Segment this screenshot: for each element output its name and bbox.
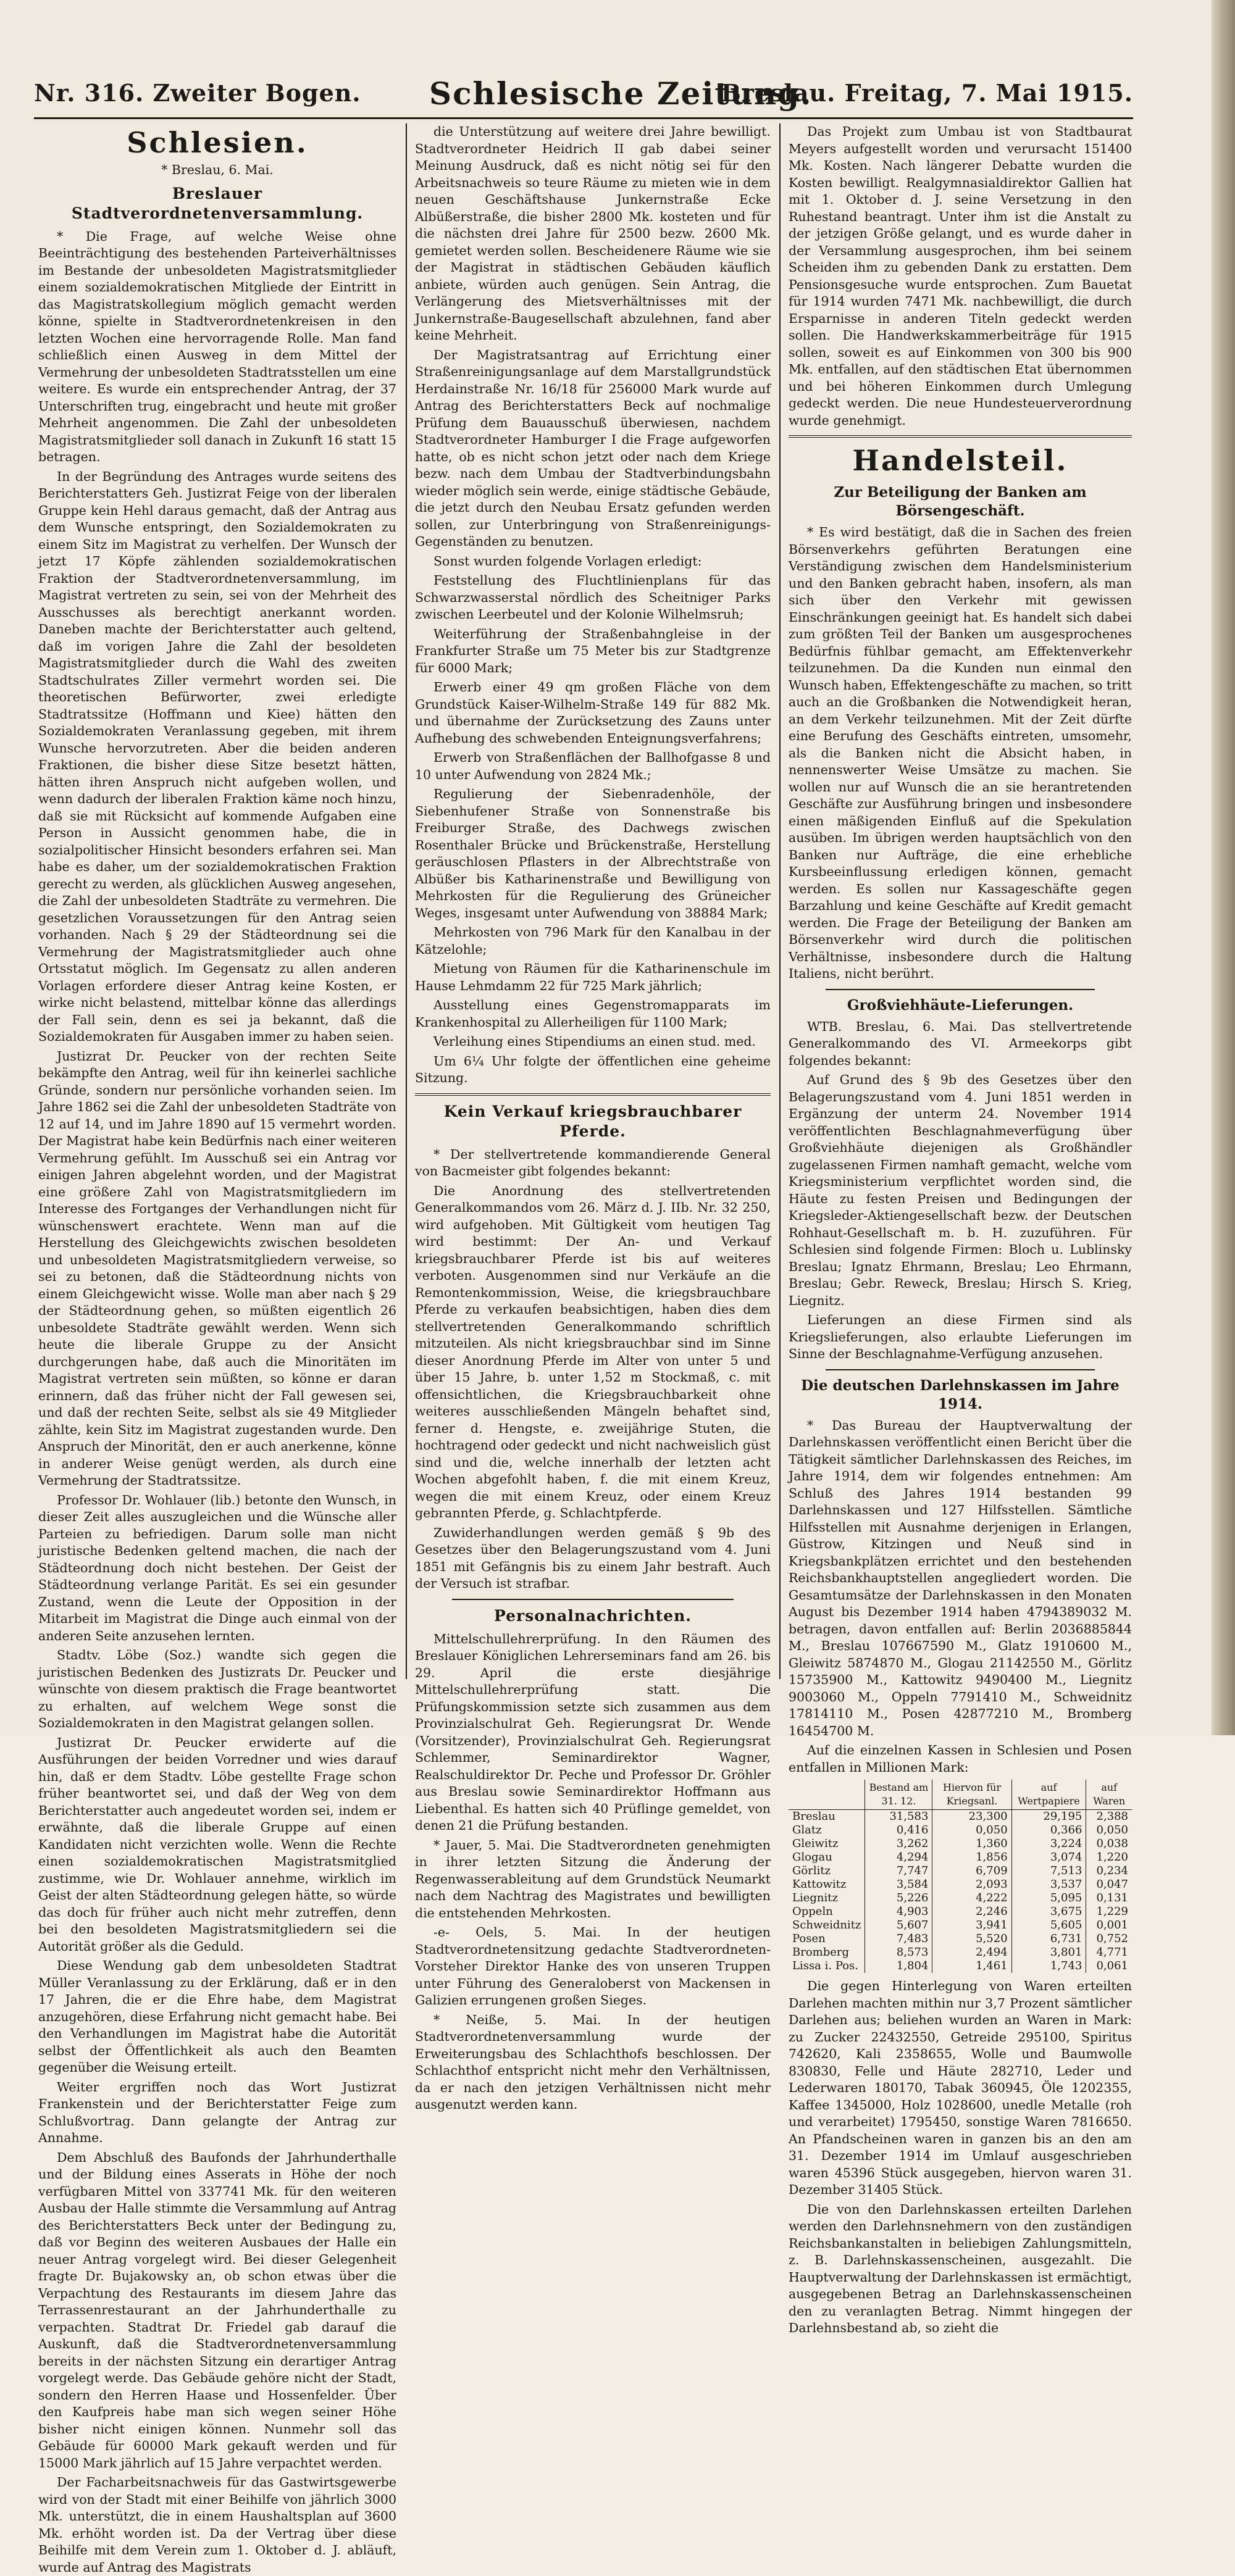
table-cell: 3,584: [865, 1878, 932, 1891]
table-header-cell: [789, 1780, 865, 1810]
table-cell: 1,743: [1011, 1959, 1086, 1973]
paragraph: Lieferungen an diese Firmen sind als Kriegslieferungen, also erlaubte Lieferungen im Sinne der Beschlagnahme-Verfügung anzusehen.: [789, 1312, 1132, 1363]
article-body: [789, 1019, 1132, 1363]
table-cell: Kattowitz: [789, 1878, 865, 1891]
table-cell: 4,903: [865, 1905, 932, 1919]
table-row: [789, 1810, 1132, 1824]
paragraph: Weiter ergriffen noch das Wort Justizrat Frankenstein und der Berichterstatter Feige zum Schlußvortrag. Dann gelangte der Antrag zur Annahme.: [38, 2079, 396, 2147]
paragraph: In der Begründung des Antrages wurde seitens des Berichterstatters Geh. Justizrat Feige von der liberalen Gruppe kein Hehl daraus gemacht, daß der Antrag aus dem Wunsche entspringt, den Sozialdemokraten zu einem Sitz im Magistrat zu verhelfen. Der Wunsch der jetzt 17 Köpfe zählenden sozialdemokratischen Fraktion der Stadtverordnetenversammlung, im Magistrat vertreten zu sein, sei von der Mehrheit des Ausschusses als berechtigt anerkannt worden. Daneben machte der Berichterstatter auch geltend, daß im vorigen Jahre die Zahl der besoldeten Magistratsmitglieder durch die Wahl des zweiten Stadtschulrates Ziller vermehrt worden sei. Die theoretischen Befürworter, zwei erledigte Stadtratssitze (Hoffmann und Kiee) hätten den Sozialdemokraten Veranlassung gegeben, mit ihrem Wunsche hervorzutreten. Aber die beiden anderen Fraktionen, die bisher diese Sitze besetzt hätten, hätten ihren Anspruch nicht aufgeben wollen, und wenn dadurch der liberalen Fraktion käme noch hinzu, daß sie mit Rücksicht auf kommende Aufgaben eine Person in Aussicht genommen habe, die in sozialpolitischer Hinsicht besonders erfahren sei. Man habe es daher, um der sozialdemokratischen Fraktion gerecht zu werden, als glücklichen Ausweg angesehen, die Zahl der unbesoldeten Stadträte zu vermehren. Die gesetzlichen Voraussetzungen für den Antrag seien vorhanden. Nach § 29 der Städteordnung sei die Vermehrung der Magistratsmitglieder auch ohne Ortsstatut möglich. Im Gegensatz zu allen anderen Vorlagen erfordere dieser Antrag keine Kosten, er wirke nicht belastend, mittelbar könne das allerdings der Fall sein, denn es sei ja bekannt, daß die Sozialdemokraten für Ausgaben immer zu haben seien.: [38, 469, 396, 1046]
article-headline: Die deutschen Darlehnskassen im Jahre 1914.: [789, 1377, 1132, 1414]
table-cell: 5,226: [865, 1891, 932, 1905]
column-3: [789, 123, 1132, 1679]
masthead-rule: [34, 117, 1133, 119]
table-cell: 3,537: [1011, 1878, 1086, 1891]
table-cell: 4,294: [865, 1851, 932, 1864]
loan-table: [789, 1780, 1132, 1973]
table-row: [789, 1919, 1132, 1932]
table-header-cell: Hiervon für Kriegsanl.: [932, 1780, 1011, 1810]
paragraph: Weiterführung der Straßenbahngleise in der Frankfurter Straße um 75 Meter bis zur Stadtgrenze für 6000 Mark;: [415, 626, 771, 677]
article-body-continued: [415, 123, 771, 1087]
table-cell: 0,366: [1011, 1824, 1086, 1837]
table-cell: Schweidnitz: [789, 1919, 865, 1932]
paragraph: Auf Grund des § 9b des Gesetzes über den Belagerungszustand vom 4. Juni 1851 werden in Ergänzung der unterm 24. November 1914 veröffentlichten Beschlagnahmeverfügung über Großviehhäute diejenigen als Großhändler zugelassenen Firmen namhaft gemacht, welche vom Kriegsministerium verpflichtet worden sind, die Häute zu festen Preisen und Bedingungen der Kriegsleder-Aktiengesellschaft bezw. der Deutschen Rohhaut-Gesellschaft m. b. H. zuzuführen. Für Schlesien sind folgende Firmen: Bloch u. Lublinsky Breslau; Ignatz Ehrmann, Breslau; Leo Ehrmann, Breslau; Gebr. Reweck, Breslau; Hirsch S. Krieg, Liegnitz.: [789, 1072, 1132, 1309]
separator: [789, 435, 1132, 438]
table-cell: 4,222: [932, 1891, 1011, 1905]
table-cell: Oppeln: [789, 1905, 865, 1919]
table-row: [789, 1851, 1132, 1864]
table-cell: 2,388: [1086, 1810, 1132, 1824]
column-rule-1: [406, 123, 407, 1679]
table-row: [789, 1905, 1132, 1919]
paragraph: Erwerb von Straßenflächen der Ballhofgasse 8 und 10 unter Aufwendung von 2824 Mk.;: [415, 749, 771, 783]
paragraph: Der Magistratsantrag auf Errichtung einer Straßenreinigungsanlage auf dem Marstallgrundstück Herdainstraße Nr. 16/18 für 256000 Mark wurde auf Antrag des Berichterstatters Beck auf nochmalige Prüfung dem Bauausschuß überwiesen, nachdem Stadtverordneter Hamburger I die Frage aufgeworfen hatte, ob es nicht schon jetzt oder nach dem Kriege bezw. nach dem Umbau der Stadtverbindungsbahn wieder möglich sein werde, einige städtische Gebäude, die jetzt durch den Neubau Ersatz gefunden werden sollen, zur Unterbringung von Straßenreinigungs-Gegenständen zu benutzen.: [415, 347, 771, 551]
article-body: [789, 1417, 1132, 1777]
table-header-cell: auf Wertpapiere: [1011, 1780, 1086, 1810]
table-cell: 1,220: [1086, 1851, 1132, 1864]
paragraph: Mietung von Räumen für die Katharinenschule im Hause Lehmdamm 22 für 725 Mark jährlich;: [415, 961, 771, 994]
table-cell: 2,246: [932, 1905, 1011, 1919]
table-cell: Glatz: [789, 1824, 865, 1837]
table-cell: 6,731: [1011, 1932, 1086, 1946]
paragraph: Auf die einzelnen Kassen in Schlesien und Posen entfallen in Millionen Mark:: [789, 1742, 1132, 1776]
table-cell: Lissa i. Pos.: [789, 1959, 865, 1973]
paragraph: Mehrkosten von 796 Mark für den Kanalbau in der Kätzelohle;: [415, 924, 771, 958]
table-cell: 3,224: [1011, 1837, 1086, 1851]
table-row: [789, 1959, 1132, 1973]
paragraph: * Neiße, 5. Mai. In der heutigen Stadtverordnetenversammlung wurde der Erweiterungsbau des Schlachthofs beschlossen. Der Schlachthof entspricht nicht mehr den Verhältnissen, da er nach den jetzigen Verhältnissen nicht mehr ausgenutzt werden kann.: [415, 2012, 771, 2114]
table-cell: 5,520: [932, 1932, 1011, 1946]
column-2: [415, 123, 771, 1679]
section-heading: Handelsteil.: [789, 444, 1132, 477]
paragraph: Erwerb einer 49 qm großen Fläche von dem Grundstück Kaiser-Wilhelm-Straße 149 für 882 Mk. und übernahme der Zurücksetzung des Zauns unter Aufhebung des schwebenden Enteignungsverfahrens;: [415, 679, 771, 747]
paragraph: Ausstellung eines Gegenstromapparats im Krankenhospital zu Allerheiligen für 1100 Mark;: [415, 997, 771, 1031]
paragraph: Das Projekt zum Umbau ist von Stadtbaurat Meyers aufgestellt worden und verursacht 151400 Mk. Kosten. Nach längerer Debatte wurden die Kosten bewilligt. Realgymnasialdirektor Gallien hat mit 1. Oktober d. J. seine Versetzung in den Ruhestand beantragt. Unter ihm ist die Anstalt zu der jetzigen Größe gelangt, und es wurde daher in der Versammlung ausgesprochen, ihm bei seinem Scheiden ihm zu gebenden Dank zu erstatten. Dem Pensionsgesuche wurde entsprochen. Zum Bauetat für 1914 wurden 7471 Mk. nachbewilligt, die durch Ersparnisse in anderen Titeln gedeckt werden sollen. Die Handwerkskammerbeiträge für 1915 sollen, soweit es auf Einkommen von 300 bis 900 Mk. entfallen, auf den städtischen Etat übernommen und bei höheren Einkommen durch Umlegung gedeckt werden. Die neue Hundesteuerverordnung wurde genehmigt.: [789, 123, 1132, 429]
table-cell: 3,801: [1011, 1946, 1086, 1959]
paragraph: * Das Bureau der Hauptverwaltung der Darlehnskassen veröffentlicht einen Bericht über die Tätigkeit sämtlicher Darlehnskassen des Reiches, im Jahre 1914, dem wir folgendes entnehmen: Am Schluß des Jahres 1914 bestanden 99 Darlehnskassen und 127 Hilfsstellen. Sämtliche Hilfsstellen mit Ausnahme derjenigen in Erlangen, Güstrow, Kitzingen und Neuß sind in Kriegsbankplätzen errichtet und den bestehenden Reichsbankhauptstellen angegliedert worden. Die Gesamtumsätze der Darlehnskassen in den Monaten August bis Dezember 1914 haben 4794389032 M. betragen, davon entfallen auf: Berlin 2036885844 M., Breslau 107667590 M., Glatz 1910600 M., Gleiwitz 5874870 M., Glogau 21142550 M., Görlitz 15735900 M., Kattowitz 9490400 M., Liegnitz 9003060 M., Oppeln 7791410 M., Schweidnitz 17814110 M., Posen 42877210 M., Bromberg 16454700 M.: [789, 1417, 1132, 1740]
table-row: [789, 1824, 1132, 1837]
table-cell: 23,300: [932, 1810, 1011, 1824]
paragraph: * Der stellvertretende kommandierende General von Bacmeister gibt folgendes bekannt:: [415, 1146, 771, 1180]
table-cell: Posen: [789, 1932, 865, 1946]
paragraph: Justizrat Dr. Peucker erwiderte auf die Ausführungen der beiden Vorredner und wies darauf hin, daß er dem Stadtv. Löbe gestellte Frage schon früher beantwortet sei, und daß der Weg von dem Berichterstatter auch angedeutet worden sei, indem er erwähnte, daß die liberale Gruppe auf einen Kandidaten nicht verzichten wolle. Wenn die Rechte einen sozialdemokratischen Magistratsmitglied zustimme, wie Dr. Wohlauer annehme, wirklich im Geist der alten Städteordnung gelegen hätte, so würde das doch für früher auch nicht mehr zutreffen, denn bei den besoldeten Magistratsmitgliedern sei die Autorität größer als die Geduld.: [38, 1735, 396, 1956]
paragraph: Diese Wendung gab dem unbesoldeten Stadtrat Müller Veranlassung zu der Erklärung, daß er in den 17 Jahren, die er die Ehre habe, dem Magistrat anzugehören, diese Erfahrung nicht gemacht habe. Bei den Verhandlungen im Magistrat habe die Autorität selbst der Öffentlichkeit als auch den Beamten gegenüber die Weisung erteilt.: [38, 1957, 396, 2077]
newspaper-title: Schlesische Zeitung.: [429, 75, 813, 112]
place-date: Breslau. Freitag, 7. Mai 1915.: [721, 79, 1133, 107]
table-row: [789, 1932, 1132, 1946]
column-1: [38, 123, 396, 1679]
table-cell: 6,709: [932, 1864, 1011, 1878]
table-cell: 7,483: [865, 1932, 932, 1946]
table-cell: Liegnitz: [789, 1891, 865, 1905]
article-body: [38, 228, 396, 2576]
table-cell: 29,195: [1011, 1810, 1086, 1824]
table-cell: 0,047: [1086, 1878, 1132, 1891]
table-cell: 0,234: [1086, 1864, 1132, 1878]
paragraph: WTB. Breslau, 6. Mai. Das stellvertretende Generalkommando des VI. Armeekorps gibt folgendes bekannt:: [789, 1019, 1132, 1070]
table-cell: 3,074: [1011, 1851, 1086, 1864]
table-row: [789, 1864, 1132, 1878]
table-cell: 0,050: [1086, 1824, 1132, 1837]
paragraph: Die gegen Hinterlegung von Waren erteilten Darlehen machten mithin nur 3,7 Prozent sämtlicher Darlehen aus; beliehen wurden an Waren in Mark: zu Zucker 22432550, Getreide 295100, Spiritus 742620, Kali 2358655, Wolle und Baumwolle 830830, Felle und Häute 282710, Leder und Lederwaren 180170, Tabak 360945, Öle 1202355, Kaffee 1345000, Holz 1028600, unedle Metalle (roh und verarbeitet) 1795450, sonstige Waren 7816650. An Pfandscheinen waren in ganzen bis an den am 31. Dezember 1914 im Umlauf ausgeschrieben waren 45396 Stück ausgegeben, hiervon waren 31. Dezember 31405 Stück.: [789, 1978, 1132, 2199]
article-body: [415, 1631, 771, 2114]
paragraph: * Es wird bestätigt, daß die in Sachen des freien Börsenverkehrs geführten Beratungen eine Verständigung zwischen dem Handelsministerium und den Banken gebracht haben, insofern, als man sich über den Verkehr mit gewissen Einschränkungen geeinigt hat. Es handelt sich dabei zum größten Teil der Banken um ausgesprochenes Bedürfnis fühlbar gemacht, am Effektenverkehr teilzunehmen. Da die Kunden nun einmal den Wunsch haben, Effektengeschäfte zu machen, so tritt auch an die Großbanken die Notwendigkeit heran, an dem Verkehr teilzunehmen. Mit der Zeit dürfte eine Berufung des Geschäfts eintreten, umsomehr, als die Banken nicht die Absicht haben, in nennenswerter Weise Umsätze zu machen. Sie wollen nur auf Wunsch die an sie herantretenden Geschäfte zur Ausführung bringen und insbesondere einen mäßigenden Einfluß auf die Spekulation ausüben. Im übrigen werden hauptsächlich von den Banken nur Aufträge, die eine erhebliche Kursbeeinflussung erledigen können, gemacht werden. Es sollen nur Kassageschäfte gegen Barzahlung und keine Geschäfte auf Kredit gemacht werden. Die Frage der Beteiligung der Banken am Börsenverkehr wird durch die politischen Verhältnisse, insbesondere durch die Haltung Italiens, nicht berührt.: [789, 524, 1132, 983]
table-cell: 0,001: [1086, 1919, 1132, 1932]
article-headline: Breslauer Stadtverordnetenversammlung.: [38, 184, 396, 223]
table-cell: 1,461: [932, 1959, 1011, 1973]
table-cell: 5,605: [1011, 1919, 1086, 1932]
paragraph: die Unterstützung auf weitere drei Jahre bewilligt. Stadtverordneter Heidrich II gab dabei seiner Meinung Ausdruck, daß es nicht nötig sei für den Arbeitsnachweis so teure Räume zu mieten wie in dem neuen Geschäftshause Junkernstraße Ecke Albüßerstraße, die bisher 2800 Mk. kosteten und für die nächsten drei Jahre für 2500 bezw. 2600 Mk. gemietet werden sollen. Bescheidenere Räume wie sie der Magistrat in städtischen Gebäuden käuflich anbiete, würden auch genügen. Sein Antrag, die Verlängerung des Mietsverhältnisses mit der Junkernstraße-Baugesellschaft abzulehnen, fand aber keine Mehrheit.: [415, 123, 771, 344]
article-body: [789, 1978, 1132, 2337]
paragraph: Die Anordnung des stellvertretenden Generalkommandos vom 26. März d. J. IIb. Nr. 32 250, wird aufgehoben. Mit Gültigkeit vom heutigen Tag wird bestimmt: Der An- und Verkauf kriegsbrauchbarer Pferde ist bis auf weiteres verboten. Ausgenommen sind nur Verkäufe an die Remontenkommission, Weise, die kriegsbrauchbare Pferde zu verkaufen beabsichtigen, haben dies dem stellvertretenden Generalkommando schriftlich mitzuteilen. Als nicht kriegsbrauchbar sind im Sinne dieser Anordnung Pferde im Alter von unter 5 und über 15 Jahre, b. unter 1,52 m Stockmaß, c. mit offensichtlichen, die Kriegsbrauchbarkeit ohne weiteres ausschließenden Mängeln behaftet sind, ferner d. Hengste, e. zweijährige Stuten, die hochtragend oder gedeckt und nicht nachweislich güst sind und die, welche innerhalb der letzten acht Wochen abgefohlt haben, f. die mit einem Kreuz, wegen die mit einem Kreuz, oder einem Kreuz gebrannten Pferde, g. Schlachtpferde.: [415, 1183, 771, 1522]
table-cell: 2,494: [932, 1946, 1011, 1959]
table-cell: 5,607: [865, 1919, 932, 1932]
separator: [826, 1369, 1095, 1370]
article-body-continued: [789, 123, 1132, 429]
article-headline: Großviehhäute-Lieferungen.: [789, 996, 1132, 1015]
table-cell: 1,229: [1086, 1905, 1132, 1919]
article-body: [789, 524, 1132, 983]
table-cell: 0,061: [1086, 1959, 1132, 1973]
table-row: [789, 1837, 1132, 1851]
table-cell: 7,513: [1011, 1864, 1086, 1878]
paragraph: Die von den Darlehnskassen erteilten Darlehen werden den Darlehnsnehmern von den zuständigen Reichsbankanstalten in beliebigen Zahlungsmitteln, z. B. Darlehnskassenscheinen, ausgezahlt. Die Hauptverwaltung der Darlehnskassen ist ermächtigt, ausgegebenen Betrag an Darlehnskassenscheinen den zu veranlagten Betrag. Nimmt hingegen der Darlehnsbestand ab, so zieht die: [789, 2201, 1132, 2337]
table-cell: 0,416: [865, 1824, 932, 1837]
masthead: [34, 73, 1133, 116]
table-cell: 8,573: [865, 1946, 932, 1959]
separator: [826, 989, 1095, 990]
table-cell: 0,050: [932, 1824, 1011, 1837]
paragraph: * Jauer, 5. Mai. Die Stadtverordneten genehmigten in ihrer letzten Sitzung die Änderung der Regenwasserableitung auf dem Grundstück Neumarkt nach dem Nachtrag des Magistrates und bewilligten die entstehenden Mehrkosten.: [415, 1837, 771, 1922]
table-row: [789, 1891, 1132, 1905]
table-cell: Breslau: [789, 1810, 865, 1824]
table-cell: 5,095: [1011, 1891, 1086, 1905]
table-cell: 0,131: [1086, 1891, 1132, 1905]
table-cell: 3,941: [932, 1919, 1011, 1932]
article-headline: Kein Verkauf kriegsbrauchbarer Pferde.: [415, 1102, 771, 1141]
paragraph: -e- Oels, 5. Mai. In der heutigen Stadtverordnetensitzung gedachte Stadtverordneten-Vorsteher Direktor Hanke des von unseren Truppen unter Führung des Generaloberst von Mackensen in Galizien errungenen großen Sieges.: [415, 1924, 771, 2009]
table-cell: 0,752: [1086, 1932, 1132, 1946]
paragraph: Sonst wurden folgende Vorlagen erledigt:: [415, 553, 771, 570]
table-cell: 3,675: [1011, 1905, 1086, 1919]
page-edge: [1212, 0, 1235, 1735]
paragraph: Um 6¼ Uhr folgte der öffentlichen eine geheime Sitzung.: [415, 1053, 771, 1087]
table-cell: Görlitz: [789, 1864, 865, 1878]
table-cell: 1,360: [932, 1837, 1011, 1851]
table-cell: 31,583: [865, 1810, 932, 1824]
dateline: * Breslau, 6. Mai.: [38, 162, 396, 179]
issue-number: Nr. 316. Zweiter Bogen.: [34, 79, 361, 107]
article-headline: Personalnachrichten.: [415, 1606, 771, 1626]
table-cell: Gleiwitz: [789, 1837, 865, 1851]
article-body: [415, 1146, 771, 1593]
table-cell: 0,038: [1086, 1837, 1132, 1851]
table-cell: 4,771: [1086, 1946, 1132, 1959]
table-cell: 1,804: [865, 1959, 932, 1973]
table-header-cell: auf Waren: [1086, 1780, 1132, 1810]
table-row: [789, 1878, 1132, 1891]
table-cell: 1,856: [932, 1851, 1011, 1864]
table-cell: Glogau: [789, 1851, 865, 1864]
paragraph: Verleihung eines Stipendiums an einen stud. med.: [415, 1033, 771, 1051]
table-cell: Bromberg: [789, 1946, 865, 1959]
paragraph: Professor Dr. Wohlauer (lib.) betonte den Wunsch, in dieser Zeit alles auszugleichen und die Wünsche aller Parteien zu befriedigen. Darum solle man nicht juristische Bedenken geltend machen, die nach der Städteordnung doch nicht bestehen. Der Geist der Städteordnung verlange Parität. Es sei ein gesunder Zustand, wenn die Leute der Opposition in der Mitarbeit im Magistrat die Dinge auch einmal von der anderen Seite anzusehen lernten.: [38, 1492, 396, 1645]
paragraph: Regulierung der Siebenradenhöle, der Siebenhufener Straße von Sonnenstraße bis Freiburger Straße, des Dachwegs zwischen Rosenthaler Brücke und Brückenstraße, Herstellung geräuschlosen Pflasters in der Albrechtstraße von Albüßer bis Katharinenstraße und Bewilligung von Mehrkosten für die Regulierung des Grüneicher Weges, insgesamt unter Aufwendung von 38884 Mark;: [415, 786, 771, 922]
table-row: [789, 1946, 1132, 1959]
paragraph: Dem Abschluß des Baufonds der Jahrhunderthalle und der Bildung eines Asserats in Höhe der noch verfügbaren Mittel von 337741 Mk. für den weiteren Ausbau der Halle stimmte die Versammlung auf Antrag des Berichterstatters Beck unter der Bedingung zu, daß vor Beginn des weiteren Ausbaues der Halle ein neuer Antrag vorgelegt wird. Bei dieser Gelegenheit fragte Dr. Bujakowsky an, ob schon etwas über die Verpachtung des Restaurants im diesem Jahre das Terrassenrestaurant an der Jahrhunderthalle zu verpachten. Stadtrat Dr. Friedel gab darauf die Auskunft, daß die Stadtverordnetenversammlung bereits in der nächsten Sitzung ein derartiger Antrag vorgelegt werde. Das Gebäude gehöre nicht der Stadt, sondern den Herren Haase und Hossenfelder. Über den Kaufpreis habe man sich wegen seiner Höhe bisher nicht einigen können. Nunmehr soll das Gebäude für 60000 Mark gekauft werden und für 15000 Mark jährlich auf 15 Jahre verpachtet werden.: [38, 2149, 396, 2472]
paragraph: Der Facharbeitsnachweis für das Gastwirtsgewerbe wird von der Stadt mit einer Beihilfe von jährlich 3000 Mk. unterstützt, die in einem Haushaltsplan auf 3600 Mk. erhöht worden ist. Da der Vertrag über diese Beihilfe mit dem Verein zum 1. Oktober d. J. abläuft, wurde auf Antrag des Magistrats: [38, 2474, 396, 2576]
paragraph: Zuwiderhandlungen werden gemäß § 9b des Gesetzes über den Belagerungszustand vom 4. Juni 1851 mit Gefängnis bis zu einem Jahr bestraft. Auch der Versuch ist strafbar.: [415, 1525, 771, 1593]
paragraph: * Die Frage, auf welche Weise ohne Beeinträchtigung des bestehenden Parteiverhältnisses im Bestande der unbesoldeten Magistratsmitglieder einem sozialdemokratischen Mitgliede der Eintritt in das Magistratskollegium möglich gemacht werden könne, spielte in Stadtverordnetenkreisen in den letzten Wochen eine hervorragende Rolle. Man fand schließlich einen Ausweg in dem Mittel der Vermehrung der unbesoldeten Stadtratsstellen um eine weitere. Es wurde ein entsprechender Antrag, der 37 Unterschriften trug, eingebracht und heute mit großer Mehrheit angenommen. Die Zahl der unbesoldeten Magistratsmitglieder soll danach in Zukunft 16 statt 15 betragen.: [38, 228, 396, 466]
table-header-cell: Bestand am 31. 12.: [865, 1780, 932, 1810]
table-cell: 2,093: [932, 1878, 1011, 1891]
paragraph: Stadtv. Löbe (Soz.) wandte sich gegen die juristischen Bedenken des Justizrats Dr. Peucker und wünschte von diesem praktisch die Frage beantwortet zu erhalten, auf welchem Wege sonst die Sozialdemokraten in den Magistrat gelangen sollen.: [38, 1647, 396, 1732]
separator: [415, 1093, 771, 1096]
table-cell: 7,747: [865, 1864, 932, 1878]
section-heading: Schlesien.: [38, 126, 396, 159]
paragraph: Feststellung des Fluchtlinienplans für das Schwarzwasserstal nördlich des Scheitniger Parks zwischen Leerbeutel und der Kolonie Wilhelmsruh;: [415, 572, 771, 623]
separator: [452, 1599, 734, 1600]
paragraph: Mittelschullehrerprüfung. In den Räumen des Breslauer Königlichen Lehrerseminars fand am 26. bis 29. April die erste diesjährige Mittelschullehrerprüfung statt. Die Prüfungskommission setzte sich zusammen aus dem Provinzialschulrat Geh. Regierungsrat Dr. Wende (Vorsitzender), Provinzialschulrat Geh. Regierungsrat Schlemmer, Seminardirektor Wagner, Realschuldirektor Dr. Peche und Professor Dr. Gröhler aus Breslau sowie Seminardirektor Hoffmann aus Liebenthal. Es hatten sich 40 Prüflinge gemeldet, von denen 21 die Prüfung bestanden.: [415, 1631, 771, 1835]
paragraph: Justizrat Dr. Peucker von der rechten Seite bekämpfte den Antrag, weil für ihn keinerlei sachliche Gründe, sondern nur persönliche vorhanden seien. Im Jahre 1862 sei die Zahl der unbesoldeten Stadträte von 12 auf 14, und im Jahre 1890 auf 15 vermehrt worden. Der Magistrat habe kein Bedürfnis nach einer weiteren Vermehrung gefühlt. Im Ausschuß sei ein Antrag vor einigen Jahren abgelehnt worden, und der Magistrat eine größere Zahl von Magistratsmitgliedern im Interesse des Fortganges der Verhandlungen nicht für wünschenswert erachtete. Wenn man auf die Herstellung des Gleichgewichts zwischen besoldeten und unbesoldeten Magistratsmitgliedern verweise, so sei zu betonen, daß die Städteordnung nichts von einem Gleichgewicht wisse. Wolle man aber nach § 29 der Städteordnung gehen, so müßten eigentlich 26 unbesoldete Stadträte gewählt werden. Wenn sich heute die liberale Gruppe zu der Ansicht durchgerungen habe, daß auch die Minoritäten im Magistrat vertreten sein müßten, so könne er daran erinnern, daß das früher nicht der Fall gewesen sei, und daß der rechten Seite, selbst als sie 49 Mitglieder zählte, kein Sitz im Magistrat zugestanden wurde. Den Anspruch der Minorität, den er auch anerkenne, könne in anderer Weise genügt werden, als durch eine Vermehrung der Stadtratssitze.: [38, 1048, 396, 1490]
column-rule-2: [779, 123, 781, 1679]
table-cell: 3,262: [865, 1837, 932, 1851]
article-headline: Zur Beteiligung der Banken am Börsengeschäft.: [789, 483, 1132, 520]
